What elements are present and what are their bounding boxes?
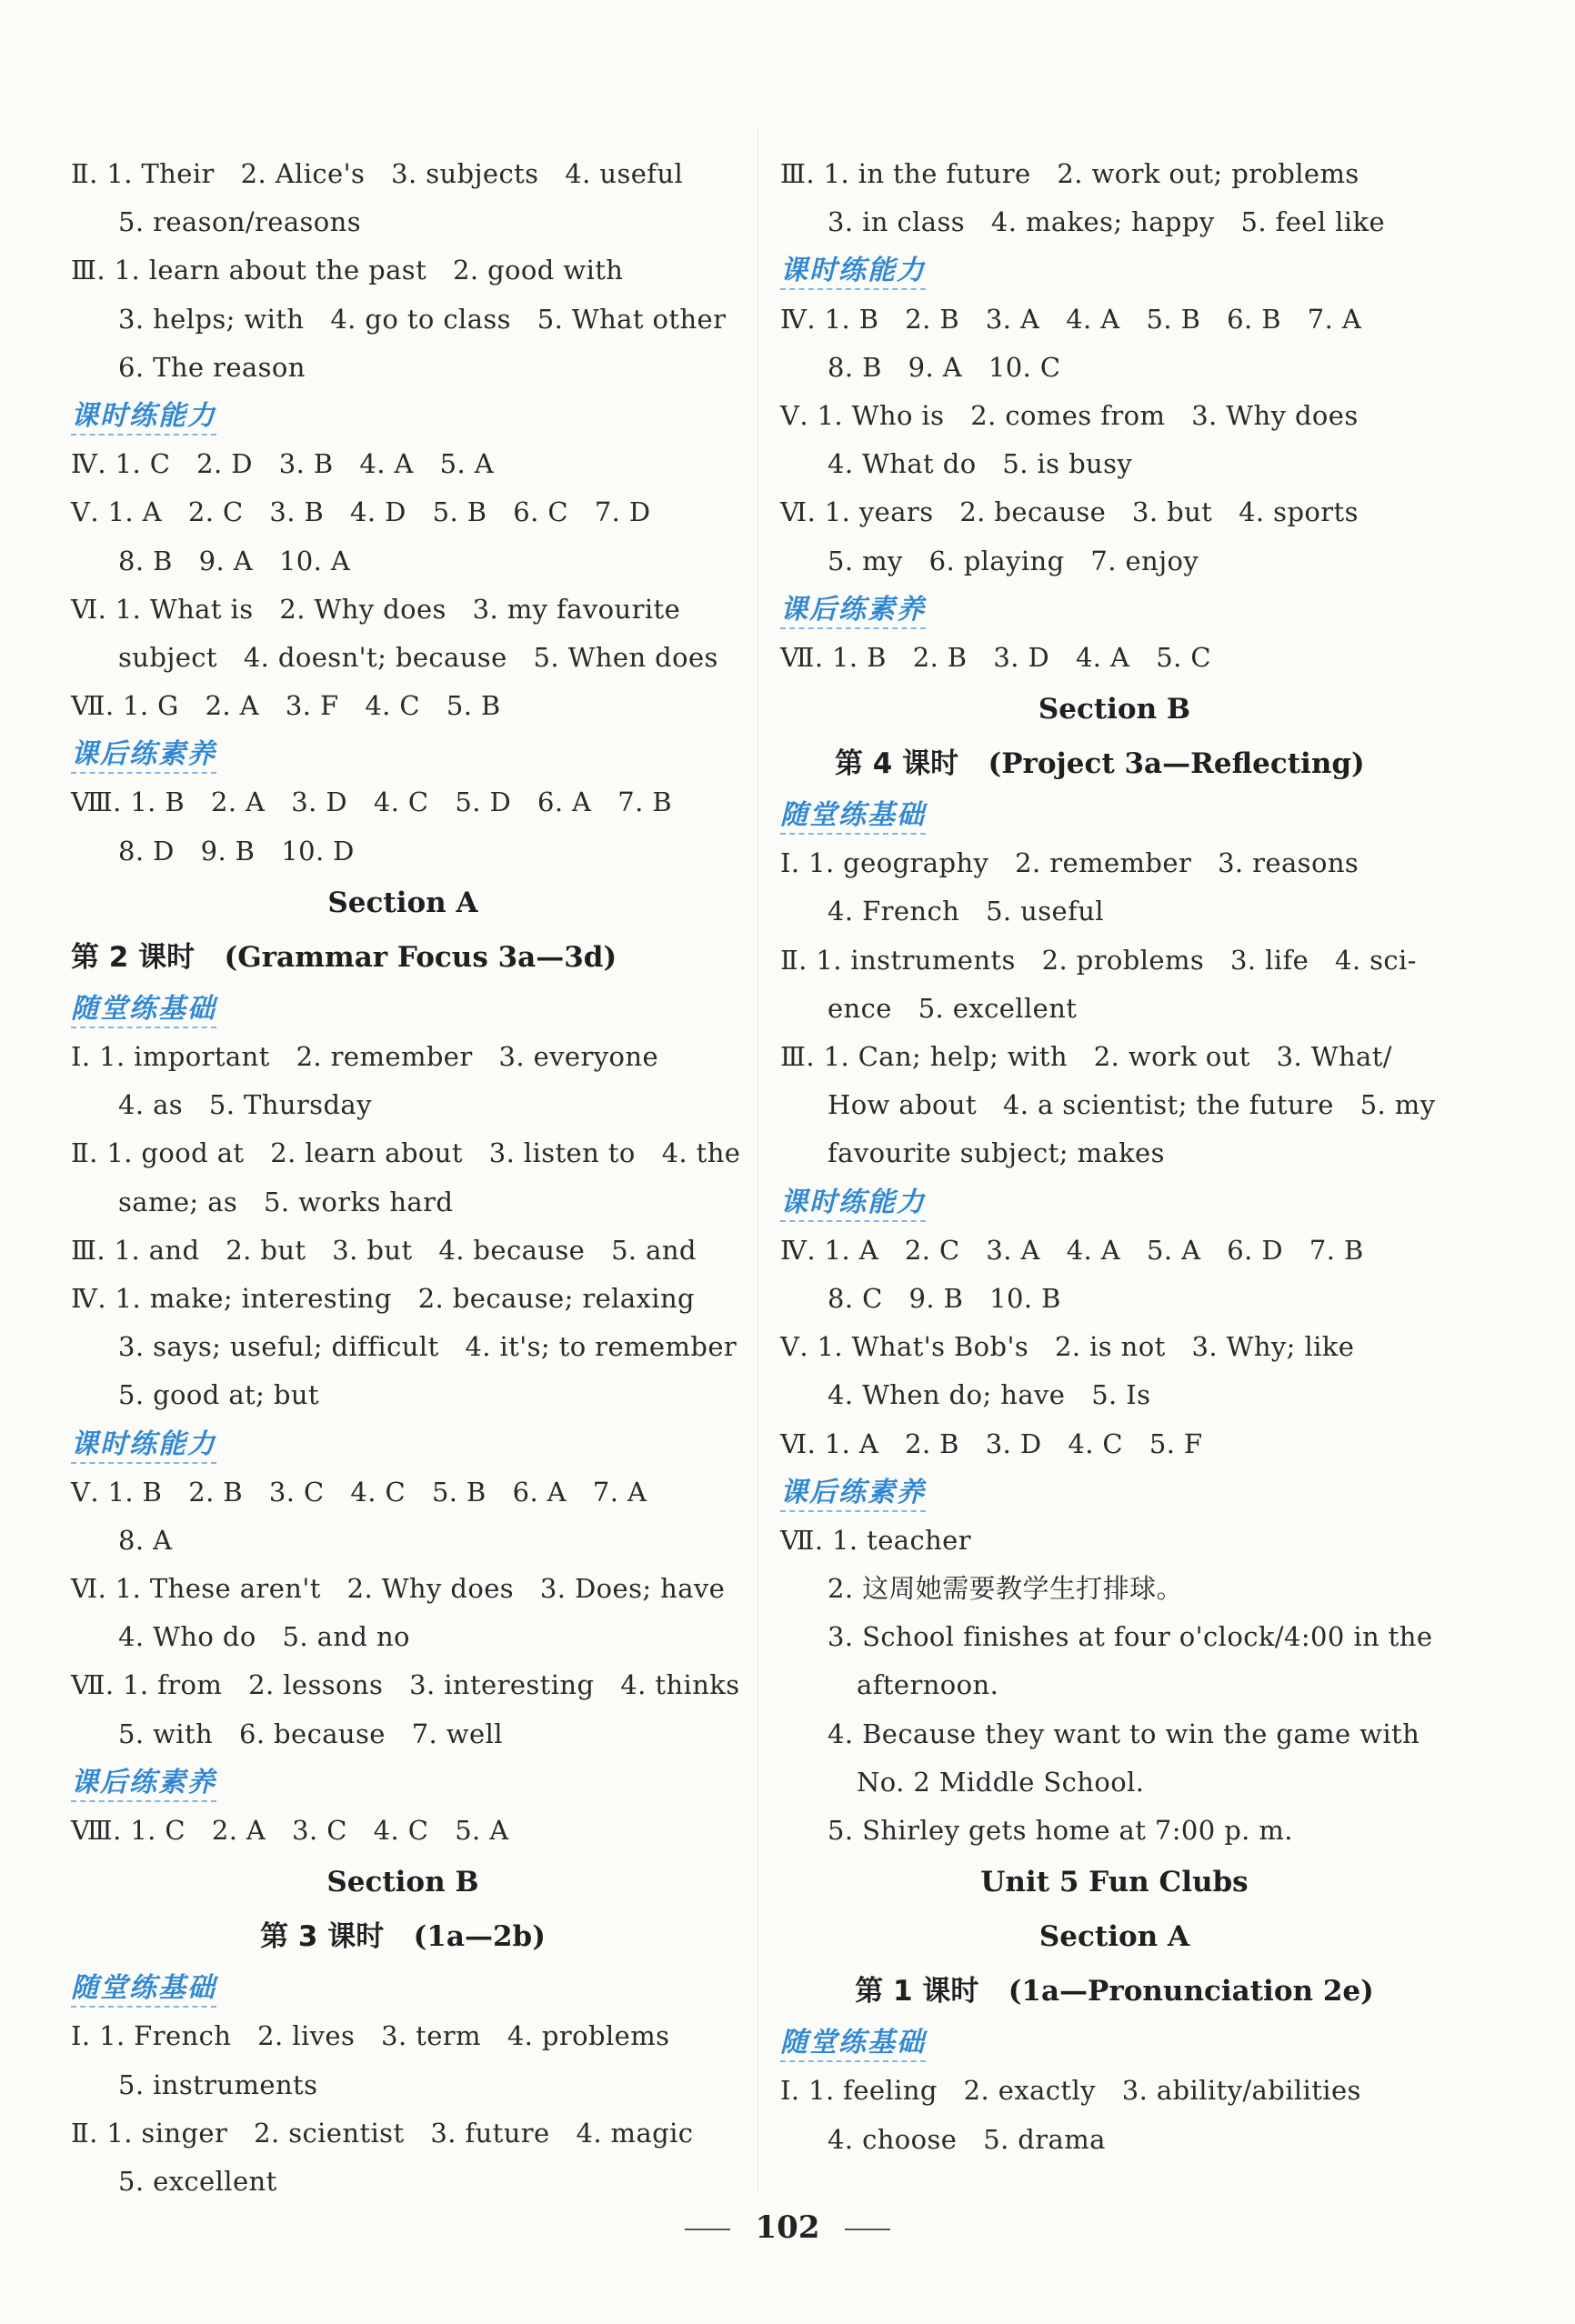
answer-line: 3. in class 4. makes; happy 5. feel like <box>828 206 1386 238</box>
answer-line: 8. B 9. A 10. C <box>828 351 1061 383</box>
answer-line: subject 4. doesn't; because 5. When does <box>118 641 718 673</box>
section-label-ability: 课时练能力 <box>780 246 1449 295</box>
answer-line: Ⅴ. 1. What's Bob's 2. is not 3. Why; like <box>780 1331 1355 1363</box>
answer-line: 5. my 6. playing 7. enjoy <box>828 545 1199 576</box>
answer-line: Ⅲ. 1. learn about the past 2. good with <box>71 255 624 286</box>
section-heading: Section A <box>327 886 478 919</box>
answer-line: Ⅱ. 1. Their 2. Alice's 3. subjects 4. useful <box>71 158 684 189</box>
answer-line: 8. A <box>118 1524 173 1556</box>
footer-rule-right <box>845 2229 890 2230</box>
answer-line: 4. French 5. useful <box>828 896 1104 927</box>
answer-line: 5. excellent <box>118 2165 277 2197</box>
lesson-heading <box>780 736 1449 791</box>
answer-line: Ⅷ. 1. C 2. A 3. C 4. C 5. A <box>71 1815 509 1846</box>
footer-rule-left <box>685 2229 730 2230</box>
answer-line: Ⅲ. 1. Can; help; with 2. work out 3. What/ <box>780 1041 1392 1072</box>
answer-line: Ⅰ. 1. geography 2. remember 3. reasons <box>780 847 1359 879</box>
answer-line: Ⅳ. 1. A 2. C 3. A 4. A 5. A 6. D 7. B <box>780 1234 1364 1266</box>
answer-line: 6. The reason <box>118 351 306 383</box>
answer-line: Ⅴ. 1. B 2. B 3. C 4. C 5. B 6. A 7. A <box>71 1476 647 1508</box>
answer-line: ence 5. excellent <box>828 992 1078 1024</box>
answer-line: Ⅲ. 1. in the future 2. work out; problems <box>780 158 1359 189</box>
answer-line: Ⅰ. 1. important 2. remember 3. everyone <box>71 1041 659 1072</box>
answer-line: Ⅵ. 1. What is 2. Why does 3. my favourite <box>71 593 681 625</box>
lesson-heading <box>71 1909 735 1964</box>
answer-line: same; as 5. works hard <box>118 1186 454 1217</box>
section-label-literacy: 课后练素养 <box>780 586 1449 634</box>
lesson-range: (1a—2b) <box>413 1920 546 1954</box>
section-heading: Section B <box>1038 693 1191 726</box>
answer-line: How about 4. a scientist; the future 5. my <box>828 1089 1436 1121</box>
answer-line: afternoon. <box>857 1669 999 1701</box>
section-label-basic: 随堂练基础 <box>71 985 735 1033</box>
answer-line: Ⅶ. 1. from 2. lessons 3. interesting 4. thinks <box>71 1669 740 1701</box>
right-column <box>780 150 1449 2164</box>
answer-line: Ⅶ. 1. teacher <box>780 1524 971 1556</box>
answer-line: Ⅰ. 1. feeling 2. exactly 3. ability/abilities <box>780 2075 1361 2107</box>
page-number-footer <box>0 2209 1575 2246</box>
column-divider <box>757 127 758 2191</box>
answer-line: 5. Shirley gets home at 7:00 p. m. <box>828 1815 1293 1846</box>
answer-line: Ⅶ. 1. B 2. B 3. D 4. A 5. C <box>780 641 1211 673</box>
answer-line: Ⅵ. 1. These aren't 2. Why does 3. Does; have <box>71 1573 726 1605</box>
answer-line: Ⅵ. 1. A 2. B 3. D 4. C 5. F <box>780 1427 1203 1459</box>
answer-line: 3. says; useful; difficult 4. it's; to remember <box>118 1331 737 1363</box>
answer-line: 4. When do; have 5. Is <box>828 1379 1151 1411</box>
answer-line: 3. School finishes at four o'clock/4:00 in the <box>828 1621 1433 1653</box>
answer-line: 5. reason/reasons <box>118 206 362 238</box>
answer-line: 8. C 9. B 10. B <box>828 1282 1061 1314</box>
section-label-ability: 课时练能力 <box>71 1420 735 1468</box>
section-label-literacy: 课后练素养 <box>780 1468 1449 1517</box>
left-column <box>71 150 741 2206</box>
answer-line: 5. instruments <box>118 2069 318 2100</box>
answer-line: 4. Because they want to win the game with <box>828 1718 1420 1749</box>
section-label-literacy: 课后练素养 <box>71 730 735 778</box>
section-label-ability: 课时练能力 <box>780 1178 1449 1227</box>
answer-line: Ⅴ. 1. A 2. C 3. B 4. D 5. B 6. C 7. D <box>71 496 651 528</box>
answer-line: Ⅲ. 1. and 2. but 3. but 4. because 5. and <box>71 1234 697 1266</box>
unit-heading: Unit 5 Fun Clubs <box>980 1866 1249 1899</box>
answer-line: Ⅱ. 1. instruments 2. problems 3. life 4. sci- <box>780 944 1417 976</box>
answer-line: 5. good at; but <box>118 1379 319 1411</box>
answer-line: 5. with 6. because 7. well <box>118 1718 503 1749</box>
section-label-basic: 随堂练基础 <box>780 791 1449 839</box>
lesson-range: (Grammar Focus 3a—3d) <box>224 940 617 974</box>
answer-line: 2. 这周她需要教学生打排球。 <box>828 1573 1183 1605</box>
answer-line: Ⅶ. 1. G 2. A 3. F 4. C 5. B <box>71 690 501 722</box>
lesson-number: 第 3 课时 <box>260 1920 385 1954</box>
answer-line: Ⅴ. 1. Who is 2. comes from 3. Why does <box>780 399 1359 431</box>
lesson-number: 第 4 课时 <box>835 747 959 781</box>
lesson-number: 第 2 课时 <box>71 940 196 974</box>
answer-line: Ⅳ. 1. C 2. D 3. B 4. A 5. A <box>71 448 495 480</box>
page-number: 102 <box>755 2209 820 2246</box>
answer-line: No. 2 Middle School. <box>857 1766 1145 1798</box>
lesson-range: (Project 3a—Reflecting) <box>988 747 1365 781</box>
answer-line: Ⅳ. 1. make; interesting 2. because; relaxing <box>71 1282 696 1314</box>
answer-line: 4. What do 5. is busy <box>828 448 1133 480</box>
answer-line: 4. as 5. Thursday <box>118 1089 372 1121</box>
answer-line: 8. B 9. A 10. A <box>118 545 351 576</box>
answer-line: Ⅰ. 1. French 2. lives 3. term 4. problems <box>71 2020 670 2052</box>
answer-line: favourite subject; makes <box>828 1137 1165 1169</box>
answer-line: Ⅱ. 1. singer 2. scientist 3. future 4. magic <box>71 2117 694 2149</box>
lesson-heading <box>71 930 735 985</box>
answer-line: 3. helps; with 4. go to class 5. What other <box>118 303 727 335</box>
lesson-range: (1a—Pronunciation 2e) <box>1008 1975 1374 2008</box>
answer-line: Ⅳ. 1. B 2. B 3. A 4. A 5. B 6. B 7. A <box>780 303 1362 335</box>
answer-line: Ⅵ. 1. years 2. because 3. but 4. sports <box>780 496 1359 528</box>
section-label-ability: 课时练能力 <box>71 392 735 440</box>
section-heading: Section A <box>1038 1920 1190 1954</box>
answer-line: 8. D 9. B 10. D <box>118 835 355 866</box>
section-label-basic: 随堂练基础 <box>780 2018 1449 2067</box>
section-label-basic: 随堂练基础 <box>71 1964 735 2012</box>
answer-line: Ⅱ. 1. good at 2. learn about 3. listen to 4. the <box>71 1137 741 1169</box>
lesson-heading <box>780 1964 1449 2018</box>
section-label-literacy: 课后练素养 <box>71 1758 735 1807</box>
answer-line: 4. choose 5. drama <box>828 2123 1106 2155</box>
section-heading: Section B <box>326 1866 479 1899</box>
answer-line: Ⅷ. 1. B 2. A 3. D 4. C 5. D 6. A 7. B <box>71 786 673 818</box>
lesson-number: 第 1 课时 <box>855 1975 979 2008</box>
answer-line: 4. Who do 5. and no <box>118 1621 410 1653</box>
